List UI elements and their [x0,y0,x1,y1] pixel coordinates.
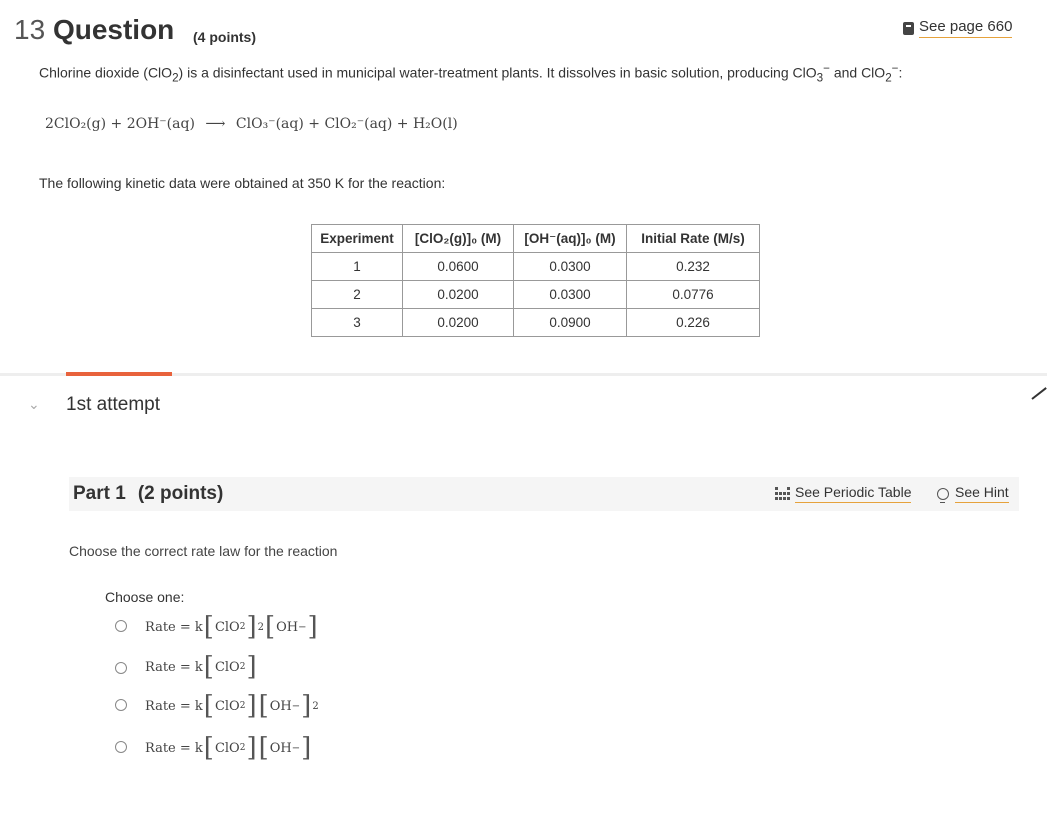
book-icon [903,22,914,35]
option-1-label[interactable]: Rate = k [ ClO 2 ] 2 [ OH − ] [145,612,318,642]
table-row [312,309,760,337]
option-1-radio[interactable] [115,620,127,632]
table-cell: 0.226 [627,309,760,337]
attempt-label[interactable]: 1st attempt [66,394,160,415]
question-label: Question [52,14,175,45]
option-3-label[interactable]: Rate = k [ ClO 2 ] [ OH − ] 2 [145,691,319,721]
table-header-row [312,225,760,253]
reaction-equation [45,116,458,132]
option-2-radio[interactable] [115,662,127,674]
question-points: (4 points) [193,29,256,45]
see-page-label: See page 660 [919,18,1012,38]
part-points: (2 points) [137,483,224,504]
attempt-tab-indicator [66,372,172,376]
periodic-table-icon [775,487,791,501]
option-4-radio[interactable] [115,741,127,753]
kinetic-text: The following kinetic data were obtained at 350 K for the reaction: [39,175,446,191]
option-2-label[interactable]: Rate = k [ ClO 2 ] [145,652,257,682]
part-prompt: Choose the correct rate law for the reaction [69,543,338,559]
table-cell: 1 [312,253,403,281]
table-cell: 0.0600 [403,253,514,281]
table-header: [OH⁻(aq)]₀ (M) [514,225,627,253]
question-number: 13 [14,14,46,45]
hint-label: See Hint [955,484,1009,503]
part-title [73,483,223,505]
table-cell: 0.0900 [514,309,627,337]
equation-lhs: 2ClO₂(g) + 2OH⁻(aq) [45,116,195,132]
hint-link[interactable] [937,484,1009,503]
chevron-down-icon[interactable]: ⌄ [28,396,40,412]
table-cell: 0.0776 [627,281,760,309]
table-row [312,253,760,281]
table-header: Initial Rate (M/s) [627,225,760,253]
see-page-link[interactable] [903,18,1012,38]
table-cell: 0.232 [627,253,760,281]
cursor-icon [1031,387,1046,400]
kinetic-data-table [311,224,760,337]
question-intro: Chlorine dioxide (ClO$_2$) is a disinfectant used in municipal water-treatment plants. It dissolves in basic solution, producing ClO$_3$− and ClO$_2$−: [39,62,903,85]
option-3-radio[interactable] [115,699,127,711]
periodic-table-link[interactable] [775,484,911,503]
table-cell: 0.0200 [403,309,514,337]
option-4-label[interactable]: Rate = k [ ClO 2 ] [ OH − ] [145,733,312,763]
table-cell: 0.0300 [514,253,627,281]
arrow-icon: ⟶ [205,116,226,132]
periodic-table-label: See Periodic Table [795,484,911,503]
lightbulb-icon [937,488,949,500]
part-label: Part 1 [73,483,126,504]
table-cell: 0.0300 [514,281,627,309]
table-row [312,281,760,309]
table-cell: 0.0200 [403,281,514,309]
table-header: [ClO₂(g)]₀ (M) [403,225,514,253]
choose-one-label: Choose one: [105,589,185,605]
equation-rhs: ClO₃⁻(aq) + ClO₂⁻(aq) + H₂O(l) [235,116,458,132]
question-title [14,14,174,46]
table-cell: 2 [312,281,403,309]
table-header: Experiment [312,225,403,253]
table-cell: 3 [312,309,403,337]
